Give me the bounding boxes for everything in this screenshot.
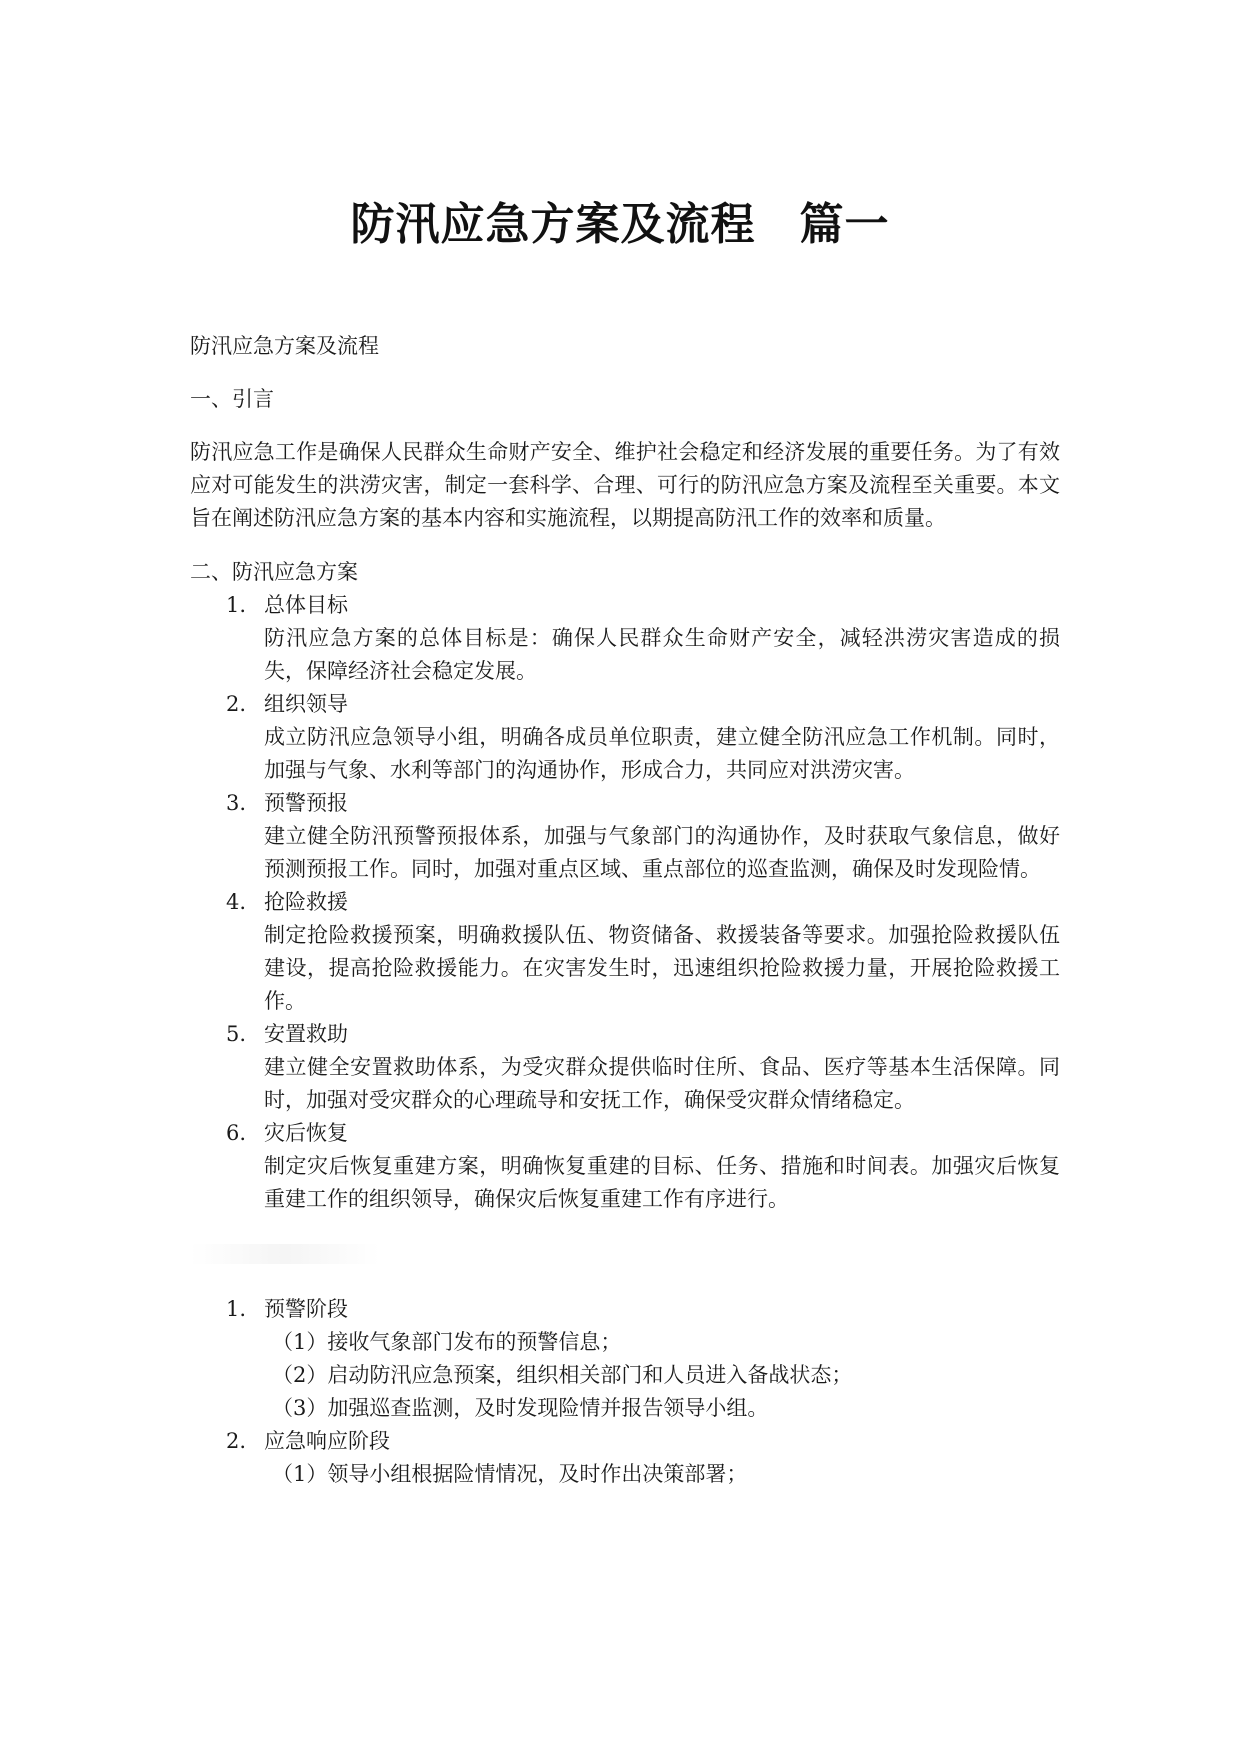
flow-item-number: 1. xyxy=(226,1297,247,1321)
plan-item-number: 3. xyxy=(226,791,247,815)
flow-item xyxy=(190,1293,1060,1425)
flow-item-title: 应急响应阶段 xyxy=(264,1429,390,1453)
flow-item xyxy=(190,1425,1060,1491)
plan-item xyxy=(190,688,1060,787)
plan-item-number: 5. xyxy=(226,1022,247,1046)
flow-step: （1）领导小组根据险情情况，及时作出决策部署； xyxy=(272,1462,748,1486)
document-title xyxy=(0,188,1240,252)
flow-item-number: 2. xyxy=(226,1429,247,1453)
document-subtitle: 防汛应急方案及流程 xyxy=(190,334,379,358)
plan-item-title: 安置救助 xyxy=(264,1022,348,1046)
plan-item-title: 预警预报 xyxy=(264,791,348,815)
plan-item-body: 制定抢险救援预案，明确救援队伍、物资储备、救援装备等要求。加强抢险救援队伍建设，提高抢险救援能力。在灾害发生时，迅速组织抢险救援力量，开展抢险救援工作。 xyxy=(264,923,1060,1013)
plan-item-number: 6. xyxy=(226,1121,247,1145)
plan-item-body: 成立防汛应急领导小组，明确各成员单位职责，建立健全防汛应急工作机制。同时，加强与气象、水利等部门的沟通协作，形成合力，共同应对洪涝灾害。 xyxy=(264,725,1060,782)
plan-item-number: 1. xyxy=(226,593,247,617)
intro-paragraph: 防汛应急工作是确保人民群众生命财产安全、维护社会稳定和经济发展的重要任务。为了有效应对可能发生的洪涝灾害，制定一套科学、合理、可行的防汛应急方案及流程至关重要。本文旨在阐述防汛应急方案的基本内容和实施流程，以期提高防汛工作的效率和质量。 xyxy=(190,440,1060,530)
plan-list xyxy=(190,589,1060,1216)
plan-item-body: 建立健全防汛预警预报体系，加强与气象部门的沟通协作，及时获取气象信息，做好预测预报工作。同时，加强对重点区域、重点部位的巡查监测，确保及时发现险情。 xyxy=(264,824,1060,881)
plan-item-number: 2. xyxy=(226,692,247,716)
flow-step: （3）加强巡查监测，及时发现险情并报告领导小组。 xyxy=(272,1396,769,1420)
plan-item-number: 4. xyxy=(226,890,247,914)
section-heading-plan: 二、防汛应急方案 xyxy=(190,560,358,584)
plan-item-title: 总体目标 xyxy=(264,593,348,617)
plan-item xyxy=(190,1117,1060,1216)
document-body xyxy=(190,330,1060,1491)
flow-steps xyxy=(264,1458,1060,1491)
title-main: 防汛应急方案及流程 xyxy=(350,199,756,250)
plan-item xyxy=(190,886,1060,1018)
plan-item-title: 组织领导 xyxy=(264,692,348,716)
section-heading-intro: 一、引言 xyxy=(190,387,274,411)
plan-item-title: 灾后恢复 xyxy=(264,1121,348,1145)
flow-item-title: 预警阶段 xyxy=(264,1297,348,1321)
plan-item xyxy=(190,1018,1060,1117)
flow-list xyxy=(190,1293,1060,1491)
faded-section-heading xyxy=(190,1238,1060,1271)
flow-step: （2）启动防汛应急预案，组织相关部门和人员进入备战状态； xyxy=(272,1363,853,1387)
plan-item xyxy=(190,787,1060,886)
plan-item-body: 制定灾后恢复重建方案，明确恢复重建的目标、任务、措施和时间表。加强灾后恢复重建工作的组织领导，确保灾后恢复重建工作有序进行。 xyxy=(264,1154,1060,1211)
plan-item-title: 抢险救援 xyxy=(264,890,348,914)
plan-item-body: 建立健全安置救助体系，为受灾群众提供临时住所、食品、医疗等基本生活保障。同时，加强对受灾群众的心理疏导和安抚工作，确保受灾群众情绪稳定。 xyxy=(264,1055,1060,1112)
plan-item xyxy=(190,589,1060,688)
flow-step: （1）接收气象部门发布的预警信息； xyxy=(272,1330,622,1354)
flow-steps xyxy=(264,1326,1060,1425)
title-part: 篇一 xyxy=(799,199,890,250)
plan-item-body: 防汛应急方案的总体目标是：确保人民群众生命财产安全，减轻洪涝灾害造成的损失，保障经济社会稳定发展。 xyxy=(264,626,1060,683)
